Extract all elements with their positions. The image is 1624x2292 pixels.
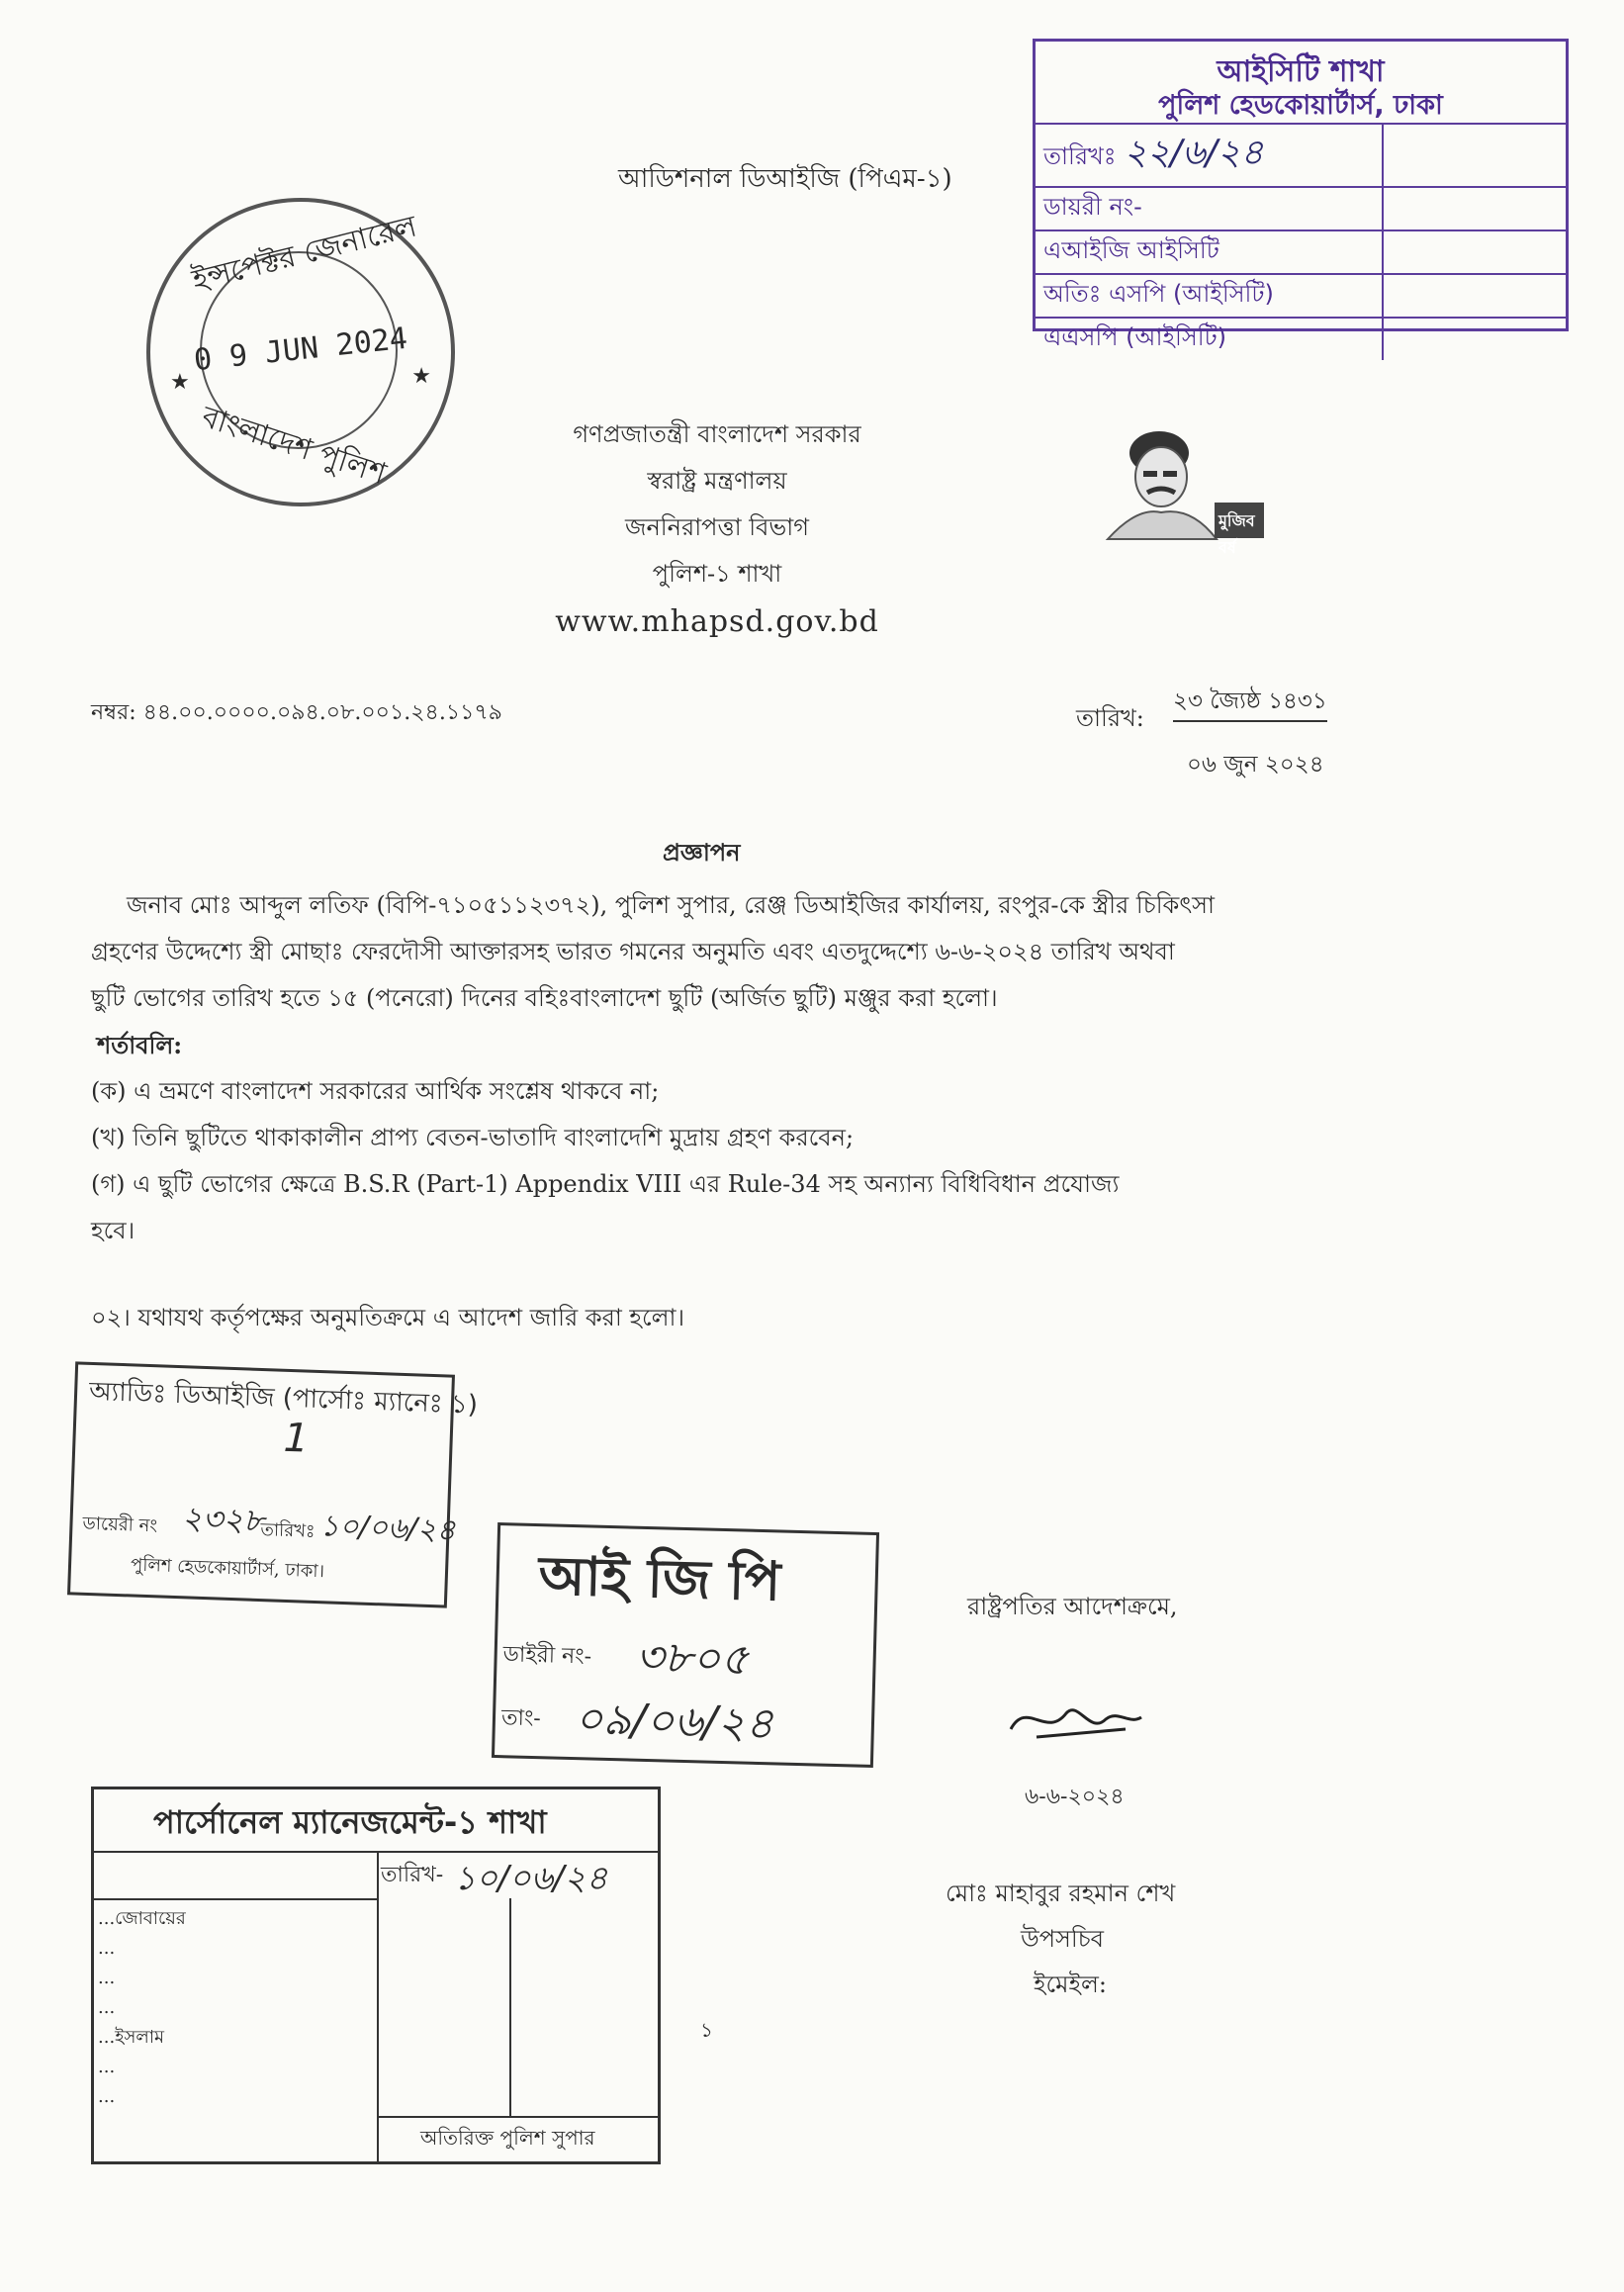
ict-row-value: ২২/৬/২৪ <box>1124 133 1264 173</box>
addl-hand-mark: 1 <box>282 1415 310 1462</box>
notice-body-line: ছুটি ভোগের তারিখ হতে ১৫ (পনেরো) দিনের বহিঃবাংলাদেশ ছুটি (অর্জিত ছুটি) মঞ্জুর করা হলো। <box>91 984 998 1012</box>
condition-item: (গ) এ ছুটি ভোগের ক্ষেত্রে B.S.R (Part-1) Appendix VIII এর Rule-34 সহ অন্যান্য বিধিবিধান প্রযোজ্য <box>91 1170 1120 1198</box>
pm1-date-label: তারিখ- <box>381 1863 444 1887</box>
pm1-date-value: ১০/০৬/২৪ <box>454 1859 608 1898</box>
ict-row-label: ডায়রী নং- <box>1036 187 1383 230</box>
pm1-stamp-title: পার্সোনেল ম্যানেজমেন্ট-১ শাখা <box>153 1803 547 1841</box>
condition-item: (খ) তিনি ছুটিতে থাকাকালীন প্রাপ্য বেতন-ভাতাদি বাংলাদেশি মুদ্রায় গ্রহণ করবেন; <box>91 1124 855 1151</box>
ict-stamp-row <box>1036 187 1566 230</box>
ict-row-label: তারিখঃ <box>1043 142 1117 170</box>
ict-stamp-title: আইসিটি শাখা <box>1217 54 1385 89</box>
letterhead <box>415 412 1019 647</box>
addl-date-value: ১০/০৬/২৪ <box>318 1509 457 1548</box>
pm1-officer-row: ... <box>98 1997 116 2018</box>
ict-stamp-row <box>1036 230 1566 274</box>
notice-body-line: গ্রহণের উদ্দেশ্যে স্ত্রী মোছাঃ ফেরদৌসী আক্তারসহ ভারত গমনের অনুমতি এবং এতদুদ্দেশ্যে ৬-৬-২০২৪ তারিখ অথবা <box>91 938 1175 965</box>
ict-row-label: অতিঃ এসপি (আইসিটি) <box>1036 274 1383 318</box>
pm1-officer-row: ... <box>98 1968 116 1988</box>
addl-diary-value: ২৩২৮ <box>181 1499 265 1540</box>
addl-dig-stamp <box>67 1361 479 1607</box>
pm1-officer-row: ... <box>98 2057 116 2077</box>
pm1-officer-row: ...ইসলাম <box>98 2027 165 2048</box>
ict-stamp-row <box>1036 274 1566 318</box>
pm1-section-stamp <box>91 1787 661 2164</box>
pm1-officer-row: ... <box>98 1938 116 1959</box>
star-icon: ★ <box>411 364 431 389</box>
addl-stamp-footer: পুলিশ হেডকোয়ার্টার্স, ঢাকা। <box>130 1554 325 1583</box>
pm1-officer-row: ...জোবায়ের <box>98 1908 186 1929</box>
email-label: ইমেইল: <box>1034 1971 1107 1998</box>
pm1-stamp-footer: অতিরিক্ত পুলিশ সুপার <box>420 2126 595 2150</box>
igp-date-value: ০৯/০৬/২৪ <box>574 1694 774 1750</box>
igp-stamp-title: আই জি পি <box>537 1544 782 1613</box>
letterhead-line: জননিরাপত্তা বিভাগ <box>625 513 809 541</box>
ict-row-label: এএসপি (আইসিটি) <box>1036 318 1383 360</box>
ict-row-label: এআইজি আইসিটি <box>1036 230 1383 274</box>
ict-stamp-row <box>1036 318 1566 360</box>
signatory-name: মোঃ মাহাবুর রহমান শেখ <box>946 1879 1176 1907</box>
igp-diary-label: ডাইরী নং- <box>502 1642 592 1670</box>
logo-text: মুজিব বর্ষ <box>1218 511 1255 557</box>
reference-number: নম্বর: ৪৪.০০.০০০০.০৯৪.০৮.০০১.২৪.১১৭৯ <box>91 700 502 725</box>
ict-section-stamp <box>1033 39 1569 351</box>
seal-date: 0 9 JUN 2024 <box>192 321 409 379</box>
mujib-borsho-logo-icon <box>1098 415 1271 557</box>
addl-stamp-title: অ্যাডিঃ ডিআইজি (পার্সোঃ ম্যানেঃ ১) <box>88 1376 479 1421</box>
igp-date-label: তাং- <box>500 1705 542 1732</box>
letterhead-line: গণপ্রজাতন্ত্রী বাংলাদেশ সরকার <box>573 420 861 448</box>
pm1-officer-row: ... <box>98 2086 116 2107</box>
page-number: ১ <box>700 2018 713 2042</box>
date-label: তারিখ: <box>1076 704 1144 732</box>
ict-stamp-table <box>1036 123 1566 360</box>
igp-diary-value: ৩৮০৫ <box>634 1631 750 1686</box>
signature-mark-icon <box>1007 1690 1145 1749</box>
star-icon: ★ <box>170 370 190 395</box>
date-english: ০৬ জুন ২০২৪ <box>1187 752 1324 778</box>
condition-item: হবে। <box>91 1217 135 1244</box>
seal-top-text: ইন্সপেক্টর জেনারেল <box>188 209 420 299</box>
website: www.mhapsd.gov.bd <box>555 604 879 639</box>
ict-stamp-row <box>1036 124 1566 187</box>
routing-note: আডিশনাল ডিআইজি (পিএম-১) <box>618 164 952 194</box>
letterhead-line: স্বরাষ্ট্র মন্ত্রণালয় <box>647 467 787 495</box>
notice-body <box>91 882 1357 1254</box>
notice-body-line: জনাব মোঃ আব্দুল লতিফ (বিপি-৭১০৫১১২৩৭২), পুলিশ সুপার, রেঞ্জ ডিআইজির কার্যালয়, রংপুর-কে স্ত্রীর চিকিৎসা <box>127 891 1215 919</box>
signature-date: ৬-৬-২০২৪ <box>1025 1785 1125 1809</box>
date-bangla: ২৩ জ্যৈষ্ঠ ১৪৩১ <box>1173 688 1327 722</box>
addl-diary-label: ডায়েরী নং <box>82 1513 158 1537</box>
pm1-officer-list <box>98 1904 375 2112</box>
addl-date-label: তারিখঃ <box>260 1519 316 1542</box>
ict-stamp-subtitle: পুলিশ হেডকোয়ার্টার্স, ঢাকা <box>1158 90 1443 121</box>
notice-heading: প্রজ্ঞাপন <box>663 838 741 867</box>
signatory-designation: উপসচিব <box>1021 1925 1105 1953</box>
condition-item: (ক) এ ভ্রমণে বাংলাদেশ সরকারের আর্থিক সংশ্লেষ থাকবে না; <box>91 1077 660 1105</box>
letterhead-line: পুলিশ-১ শাখা <box>652 560 782 588</box>
seal-bottom-text: বাংলাদেশ পুলিশ <box>197 400 391 493</box>
by-order: রাষ্ট্রপতির আদেশক্রমে, <box>967 1593 1178 1620</box>
igp-stamp <box>492 1522 879 1768</box>
conditions-heading: শর্তাবলি: <box>97 1031 183 1059</box>
ig-round-seal <box>146 198 455 506</box>
paragraph-2: ০২। যথাযথ কর্তৃপক্ষের অনুমতিক্রমে এ আদেশ জারি করা হলো। <box>91 1304 685 1331</box>
